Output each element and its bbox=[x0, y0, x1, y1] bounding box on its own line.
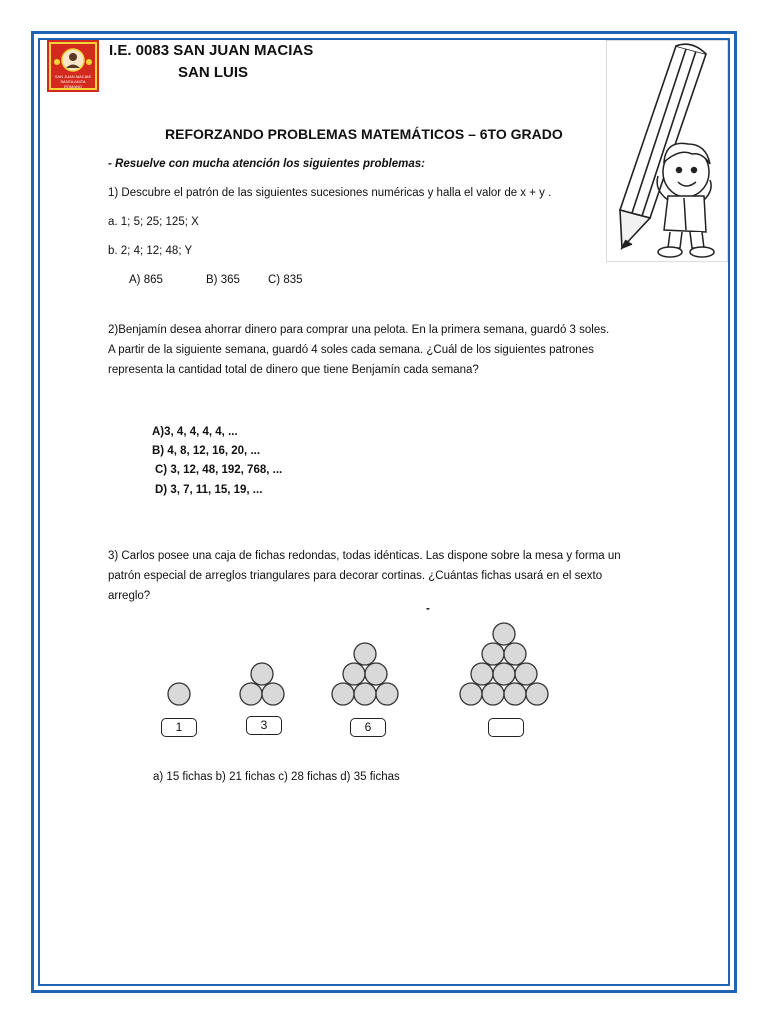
token-circle bbox=[354, 643, 376, 665]
q3-prompt-line-3: arreglo? bbox=[108, 590, 151, 602]
token-circle bbox=[365, 663, 387, 685]
token-circle bbox=[493, 623, 515, 645]
logo-text-1: SAN JUAN MACIAS bbox=[54, 74, 92, 79]
q2-option-b: B) 4, 8, 12, 16, 20, ... bbox=[152, 445, 261, 457]
q2-prompt-line-2: A partir de la siguiente semana, guardó 4 soles cada semana. ¿Cuál de los siguientes patrones bbox=[108, 344, 594, 356]
q1-option-c: C) 835 bbox=[268, 274, 303, 286]
token-circle bbox=[471, 663, 493, 685]
q3-answer-options: a) 15 fichas b) 21 fichas c) 28 fichas d) 35 fichas bbox=[153, 771, 400, 783]
token-circle bbox=[526, 683, 548, 705]
instructions: - Resuelve con mucha atención los siguientes problemas: bbox=[108, 158, 425, 170]
logo-text-2: SANTA ANITA bbox=[60, 79, 86, 84]
token-circle bbox=[515, 663, 537, 685]
stray-dash: - bbox=[426, 603, 430, 615]
arrangement-label-2: 3 bbox=[246, 716, 282, 735]
token-circle bbox=[168, 683, 190, 705]
worksheet-title: REFORZANDO PROBLEMAS MATEMÁTICOS – 6TO GRADO bbox=[165, 126, 563, 142]
school-location: SAN LUIS bbox=[178, 64, 249, 81]
token-circle bbox=[504, 683, 526, 705]
q1-sequence-a: a. 1; 5; 25; 125; X bbox=[108, 216, 199, 228]
token-circle bbox=[354, 683, 376, 705]
q1-option-a: A) 865 bbox=[129, 274, 163, 286]
q3-prompt-line-1: 3) Carlos posee una caja de fichas redondas, todas idénticas. Las dispone sobre la mesa y forma un bbox=[108, 550, 621, 562]
q2-prompt-line-3: representa la cantidad total de dinero que tiene Benjamín cada semana? bbox=[108, 364, 479, 376]
token-circle bbox=[460, 683, 482, 705]
q1-prompt: 1) Descubre el patrón de las siguientes sucesiones numéricas y halla el valor de x + y . bbox=[108, 187, 552, 199]
arrangement-label-1: 1 bbox=[161, 718, 197, 737]
token-circle bbox=[493, 663, 515, 685]
arrangement-label-3: 6 bbox=[350, 718, 386, 737]
token-circle bbox=[376, 683, 398, 705]
token-circle bbox=[262, 683, 284, 705]
q3-prompt bbox=[108, 546, 668, 606]
q2-option-c: C) 3, 12, 48, 192, 768, ... bbox=[155, 464, 283, 476]
token-circle bbox=[240, 683, 262, 705]
logo-text-3: ROMANO bbox=[64, 84, 82, 89]
q1-sequence-b: b. 2; 4; 12; 48; Y bbox=[108, 245, 193, 257]
token-circle bbox=[482, 683, 504, 705]
q1-option-b: B) 365 bbox=[206, 274, 240, 286]
q2-option-a: A)3, 4, 4, 4, 4, ... bbox=[152, 426, 238, 438]
q2-prompt bbox=[108, 320, 668, 380]
token-circle bbox=[251, 663, 273, 685]
q2-option-d: D) 3, 7, 11, 15, 19, ... bbox=[155, 484, 263, 496]
token-circle bbox=[482, 643, 504, 665]
boy-with-pencil-illustration bbox=[606, 40, 728, 262]
triangular-arrangements-figure bbox=[150, 612, 570, 712]
q3-prompt-line-2: patrón especial de arreglos triangulares para decorar cortinas. ¿Cuántas fichas usará en el sexto bbox=[108, 570, 603, 582]
token-circle bbox=[343, 663, 365, 685]
token-circle bbox=[504, 643, 526, 665]
school-name: I.E. 0083 SAN JUAN MACIAS bbox=[109, 42, 314, 59]
arrangement-label-4-blank bbox=[488, 718, 524, 737]
token-circle bbox=[332, 683, 354, 705]
school-logo bbox=[47, 40, 99, 92]
q2-prompt-line-1: 2)Benjamín desea ahorrar dinero para comprar una pelota. En la primera semana, guardó 3 soles. bbox=[108, 324, 610, 336]
